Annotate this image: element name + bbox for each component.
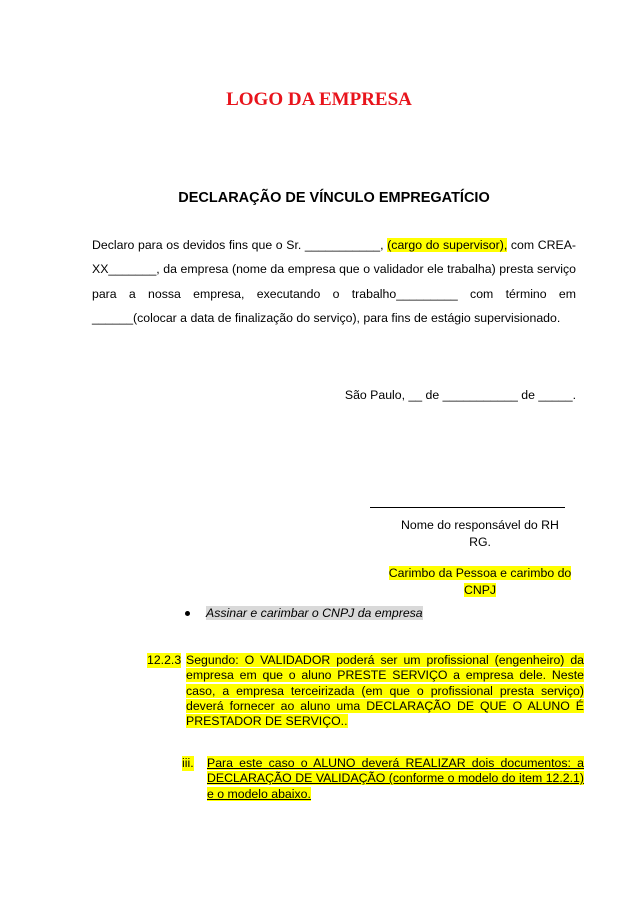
section-12-2-3 bbox=[147, 653, 584, 729]
stamp-line-2: CNPJ bbox=[463, 583, 497, 597]
document-title: DECLARAÇÃO DE VÍNCULO EMPREGATÍCIO bbox=[178, 190, 490, 206]
signer-rg: RG. bbox=[469, 535, 491, 549]
declaration-paragraph bbox=[92, 233, 576, 330]
bullet-dot-icon bbox=[185, 611, 190, 616]
declaration-text-start: Declaro para os devidos fins que o Sr. ___________, bbox=[92, 238, 384, 252]
list-item-iii bbox=[182, 756, 584, 802]
section-number: 12.2.3 bbox=[147, 653, 182, 667]
section-text: Segundo: O VALIDADOR poderá ser um profissional (engenheiro) da empresa em que o aluno PRESTE SERVIÇO a empresa dele. Neste caso, a empresa terceirizada (em que o profissional presta serviço) deverá fornecer ao aluno uma DECLARAÇÃO DE QUE O ALUNO É PRESTADOR DE SERVIÇO.. bbox=[186, 653, 584, 729]
instruction-bullet bbox=[185, 606, 423, 620]
bullet-text: Assinar e carimbar o CNPJ da empresa bbox=[206, 606, 423, 620]
stamp-note bbox=[377, 565, 583, 599]
signature-block bbox=[380, 517, 580, 551]
company-logo-placeholder: LOGO DA EMPRESA bbox=[226, 89, 412, 110]
signer-name: Nome do responsável do RH bbox=[401, 518, 559, 532]
stamp-line-1: Carimbo da Pessoa e carimbo do bbox=[388, 566, 572, 580]
item-text: Para este caso o ALUNO deverá REALIZAR dois documentos: a DECLARAÇÃO DE VALIDAÇÃO (conforme o modelo do item 12.2.1) e o modelo abaixo. bbox=[207, 756, 584, 801]
supervisor-role-highlight: (cargo do supervisor), bbox=[387, 238, 508, 252]
date-line: São Paulo, __ de ___________ de _____. bbox=[344, 388, 576, 402]
declaration-text-end: com CREA-XX_______, da empresa (nome da empresa que o validador ele trabalha) presta serviço para a nossa empresa, executando o trabalho_________ com término em ______(colocar a data de finalização do serviço), para fins de estágio supervisionado. bbox=[92, 238, 576, 325]
signature-line bbox=[370, 507, 565, 508]
item-number: iii. bbox=[182, 756, 194, 770]
